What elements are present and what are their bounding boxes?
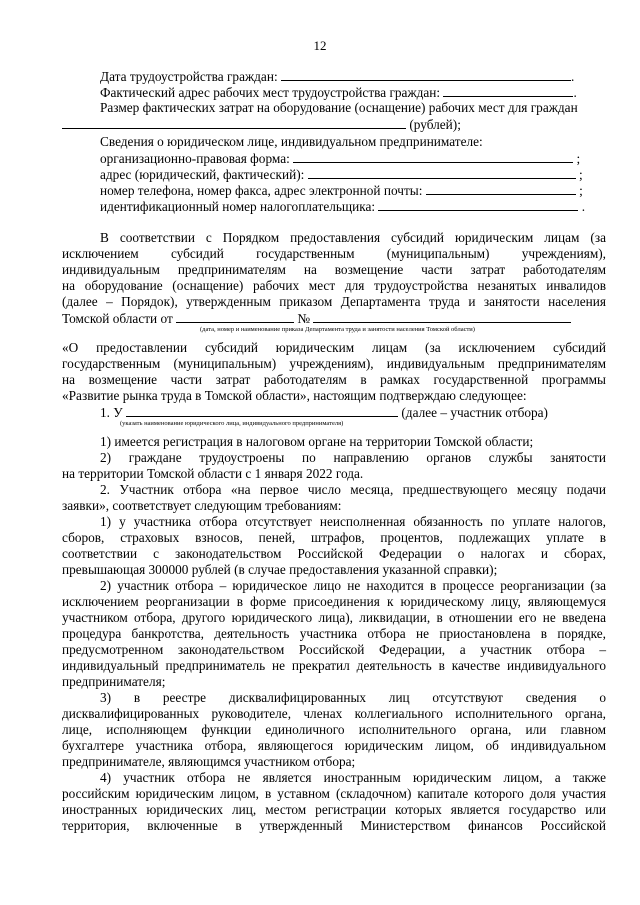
text-line: (далее – Порядок), утвержденным приказом Департамента труда и занятости населения <box>62 294 606 309</box>
text-line: 2. Участник отбора «на первое число месяца, предшествующего месяцу подачи <box>100 482 606 497</box>
text-line: 2) граждане трудоустроены по направлению органов службы занятости <box>100 450 606 465</box>
order-date-label: Томской области от <box>62 311 173 326</box>
text-line: 1) имеется регистрация в налоговом органе на территории Томской области; <box>100 434 534 449</box>
costs-line <box>62 116 461 133</box>
employment-date-line <box>100 68 574 85</box>
text-line: 1) у участника отбора отсутствует неисполненная обязанность по уплате налогов, <box>100 514 606 529</box>
text-line: сборов, страховых взносов, пеней, штрафов, процентов, подлежащих уплате в <box>62 530 606 545</box>
text-line: предпринимателе, являющимся участником отбора; <box>62 754 356 769</box>
contacts-blank[interactable] <box>426 182 576 195</box>
punct: . <box>570 69 575 84</box>
text-line: на территории Томской области с 1 января 2022 года. <box>62 466 364 481</box>
workplace-address-line <box>100 84 577 101</box>
text-line: исключением реорганизации в форме присоединения к юридическому лицу, являющемуся <box>62 594 606 609</box>
legal-form-blank[interactable] <box>293 150 573 163</box>
text-line: российским юридическим лицом, в уставном (складочном) капитале которого доля участия <box>62 786 606 801</box>
text-line: соответствии с законодательством Российской Федерации о налогах и сборах, <box>62 546 606 561</box>
text-line: процедура банкротства, деятельность участника отбора не приостановлена в порядке, <box>62 626 606 641</box>
participant-line <box>100 404 548 421</box>
workplace-address-blank[interactable] <box>443 84 573 97</box>
text-line: индивидуальным предпринимателям на возмещение части затрат работодателям <box>62 262 606 277</box>
text-line: «Развитие рынка труда в Томской области», настоящим подтверждаю следующее: <box>62 388 527 403</box>
text-line: территория, включенные в утвержденный Министерством финансов Российской <box>62 818 606 833</box>
participant-prefix: 1. У <box>100 405 123 420</box>
participant-name-blank[interactable] <box>126 404 398 417</box>
participant-caption: (указать наименование юридического лица, индивидуального предпринимателя) <box>120 420 344 427</box>
text-line: В соответствии с Порядком предоставления субсидий юридическим лицам (за <box>100 230 606 245</box>
text-line: «О предоставлении субсидий юридическим лицам (за исключением субсидий <box>62 340 606 355</box>
legal-form-label: организационно-правовая форма: <box>100 151 290 166</box>
page-number: 12 <box>313 38 327 53</box>
punct: . <box>573 85 577 100</box>
order-caption: (дата, номер и наименование приказа Департамента труда и занятости населения Томской области) <box>200 326 475 333</box>
order-date-blank[interactable] <box>176 310 294 323</box>
address-line <box>100 166 583 183</box>
text-line: государственным (муниципальным) учреждениям), индивидуальным предпринимателям <box>62 356 606 371</box>
inn-line <box>100 198 585 215</box>
contacts-label: номер телефона, номер факса, адрес электронной почты: <box>100 183 423 198</box>
costs-blank[interactable] <box>62 116 406 129</box>
text-line: участником отбора, другого юридического лица), ликвидации, в отношении его не введена <box>62 610 606 625</box>
text-line: заявки», соответствует следующим требованиям: <box>62 498 342 513</box>
inn-label: идентификационный номер налогоплательщика: <box>100 199 376 214</box>
inn-blank[interactable] <box>378 198 578 211</box>
text-line: превышающая 300000 рублей (в случае предоставления указанной справки); <box>62 562 498 577</box>
punct: ; <box>578 167 583 182</box>
text-line: на оборудование (оснащение) рабочих мест для трудоустройства незанятых инвалидов <box>62 278 606 293</box>
punct: ; <box>579 183 583 198</box>
employment-date-label: Дата трудоустройства граждан: <box>100 69 278 84</box>
costs-unit: (рублей); <box>409 117 461 132</box>
address-label: адрес (юридический, фактический): <box>100 167 305 182</box>
punct: . <box>581 199 586 214</box>
legal-form-line <box>100 150 580 167</box>
order-ref-line <box>62 310 571 327</box>
order-number-label: № <box>297 311 311 326</box>
text-line: бухгалтере участника отбора, являющегося юридическим лицом, об индивидуальном <box>62 738 606 753</box>
contacts-line <box>100 182 583 199</box>
employment-date-blank[interactable] <box>281 68 571 81</box>
text-line: дисквалифицированных руководителе, членах коллегиального исполнительного органа, <box>62 706 606 721</box>
text-line: 2) участник отбора – юридическое лицо не находится в процессе реорганизации (за <box>100 578 606 593</box>
text-line: на возмещение части затрат работодателям в рамках государственной программы <box>62 372 606 387</box>
text-line: 3) в реестре дисквалифицированных лиц отсутствуют сведения о <box>100 690 606 705</box>
text-line: 4) участник отбора не является иностранным юридическим лицом, а также <box>100 770 606 785</box>
participant-suffix: (далее – участник отбора) <box>401 405 548 420</box>
text-line: предпринимателя; <box>62 674 166 689</box>
workplace-address-label: Фактический адрес рабочих мест трудоустройства граждан: <box>100 85 441 100</box>
text-line: исключением субсидий государственным (муниципальным) учреждениям), <box>62 246 606 261</box>
order-number-blank[interactable] <box>313 310 571 323</box>
text-line: лице, исполняющем функции единоличного исполнительного органа, или главном <box>62 722 606 737</box>
text-line: предусмотренном законодательством Российской Федерации, а участник отбора – <box>62 642 606 657</box>
costs-label: Размер фактических затрат на оборудование (оснащение) рабочих мест для граждан <box>100 100 578 115</box>
entity-info-heading: Сведения о юридическом лице, индивидуальном предпринимателе: <box>100 134 483 149</box>
punct: ; <box>576 151 581 166</box>
text-line: индивидуальный предприниматель не прекратил деятельность в качестве индивидуального <box>62 658 606 673</box>
address-blank[interactable] <box>308 166 576 179</box>
text-line: иностранных юридических лиц, местом регистрации которых является государство или <box>62 802 606 817</box>
